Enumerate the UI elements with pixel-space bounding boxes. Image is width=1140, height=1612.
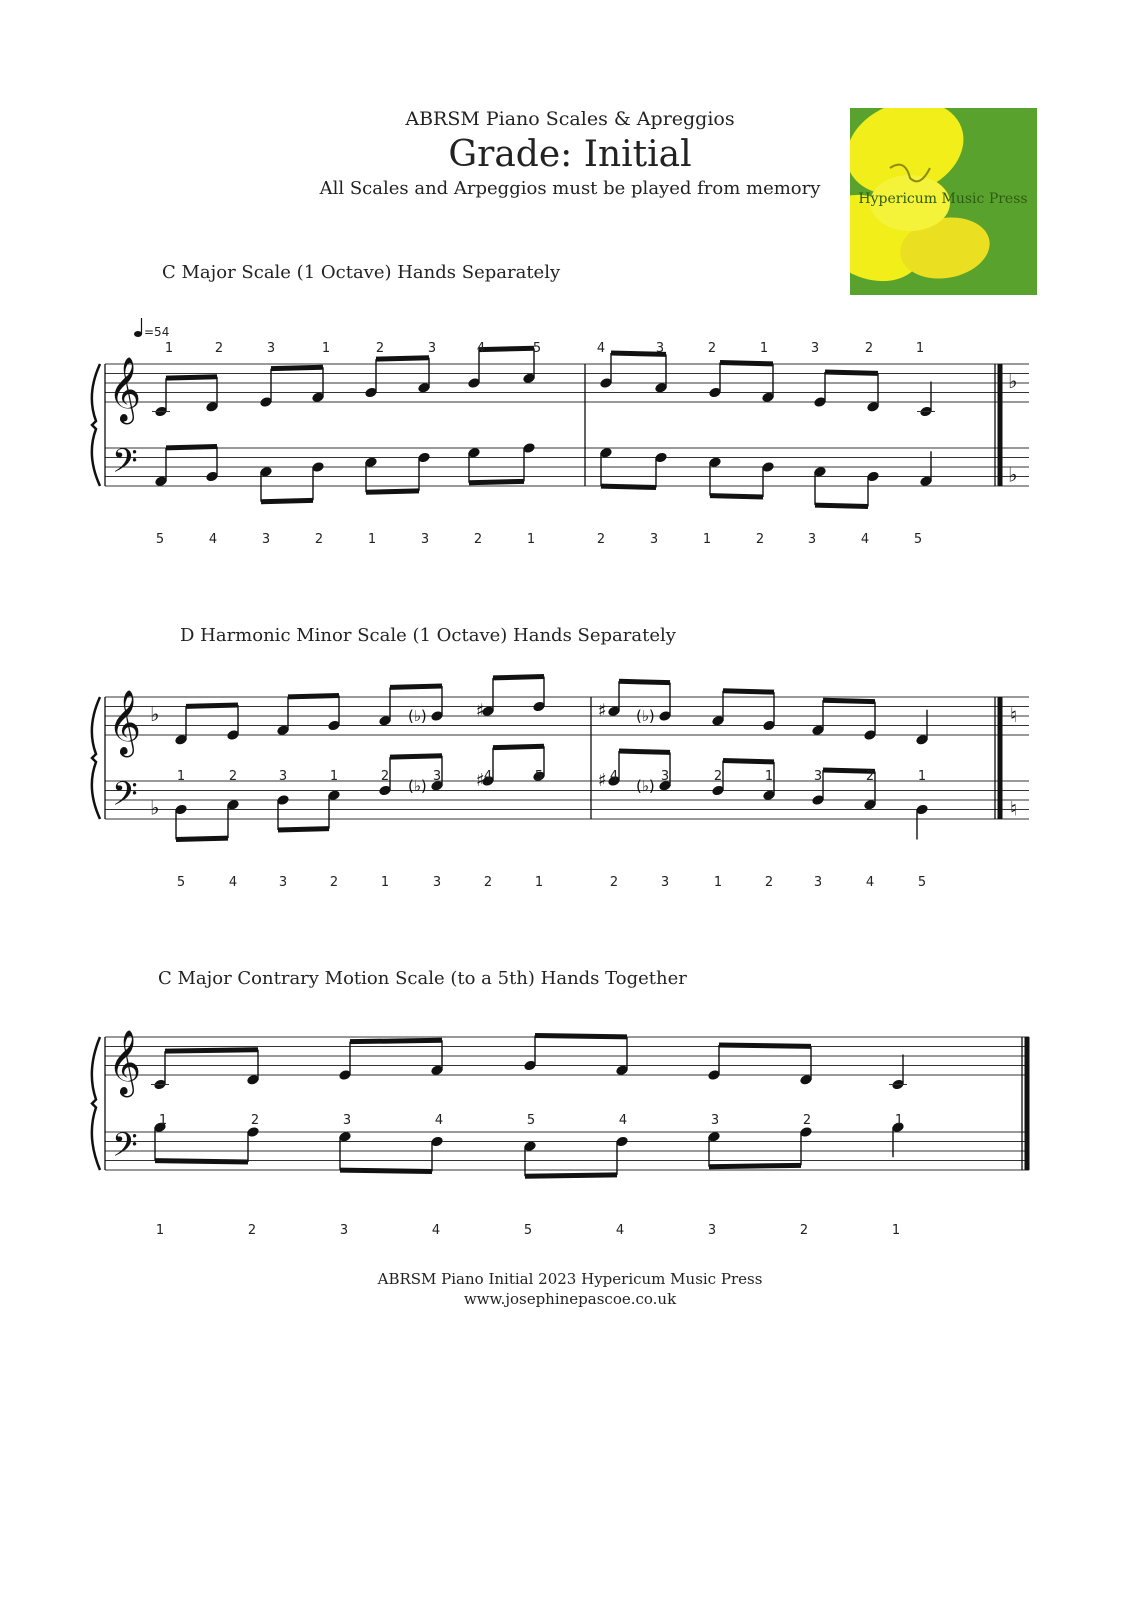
lh-fingering: 1 (702, 532, 712, 547)
rh-fingering: 1 (915, 341, 925, 356)
note-beam (278, 829, 329, 830)
logo-text: Hypericum Music Press (858, 191, 1028, 207)
note-beam (166, 447, 217, 448)
lh-fingering: 5 (523, 1223, 533, 1238)
rh-fingering: 3 (342, 1113, 352, 1128)
note-beam (535, 1036, 627, 1037)
lh-fingering: 1 (713, 875, 723, 890)
note-beam (366, 491, 419, 492)
rh-fingering: 1 (164, 341, 174, 356)
rh-fingering: 4 (476, 341, 486, 356)
lh-fingering: 3 (649, 532, 659, 547)
treble-clef: 𝄞 (108, 1030, 142, 1095)
rh-fingering: 3 (813, 769, 823, 784)
brace (92, 697, 100, 819)
lh-fingering: 2 (799, 1223, 809, 1238)
key-flat: ♭ (150, 795, 160, 820)
note-beam (376, 358, 429, 359)
note-beam (723, 761, 774, 762)
courtesy-flat: (♭) (636, 776, 655, 795)
rh-fingering: 2 (707, 341, 717, 356)
note-beam (479, 348, 534, 349)
lh-fingering: 4 (228, 875, 238, 890)
page-subtitle: ABRSM Piano Scales & Apreggios (405, 108, 735, 130)
sharp-sign: ♯ (598, 770, 607, 791)
rh-fingering: 2 (250, 1113, 260, 1128)
note-beam (390, 686, 442, 687)
rh-fingering: 3 (427, 341, 437, 356)
note-beam (340, 1170, 432, 1171)
note-beam (493, 677, 544, 678)
lh-fingering: 5 (913, 532, 923, 547)
section-heading-d-minor: D Harmonic Minor Scale (1 Octave) Hands Separately (180, 625, 676, 646)
lh-fingering: 5 (176, 875, 186, 890)
rh-fingering: 3 (655, 341, 665, 356)
note-beam (165, 1050, 258, 1051)
lh-fingering: 1 (891, 1223, 901, 1238)
page-title: Grade: Initial (448, 134, 692, 175)
note-beam (720, 363, 773, 364)
rh-fingering: 3 (710, 1113, 720, 1128)
key-natural: ♮ (1010, 703, 1018, 727)
treble-clef: 𝄞 (108, 357, 142, 422)
note-beam (261, 500, 313, 501)
rh-fingering: 4 (483, 769, 493, 784)
rh-fingering: 4 (609, 769, 619, 784)
note-beam (469, 481, 524, 482)
key-flat: ♭ (1008, 462, 1018, 487)
key-natural: ♮ (1010, 796, 1018, 821)
rh-fingering: 1 (764, 769, 774, 784)
rh-fingering: 2 (713, 769, 723, 784)
rh-fingering: 1 (176, 769, 186, 784)
sharp-sign: ♯ (476, 700, 485, 722)
rh-fingering: 4 (596, 341, 606, 356)
lh-fingering: 2 (764, 875, 774, 890)
rh-fingering: 5 (534, 769, 544, 784)
lh-fingering: 3 (432, 875, 442, 890)
courtesy-flat: (♭) (408, 776, 427, 795)
note-beam (619, 751, 670, 752)
key-flat: ♭ (1008, 369, 1018, 393)
lh-fingering: 1 (526, 532, 536, 547)
rh-fingering: 1 (158, 1113, 168, 1128)
rh-fingering: 3 (432, 769, 442, 784)
note-beam (709, 1165, 801, 1166)
bass-clef: 𝄢 (112, 775, 138, 822)
lh-fingering: 2 (314, 532, 324, 547)
note-beam (823, 700, 875, 701)
rh-fingering: 3 (660, 769, 670, 784)
lh-fingering: 2 (329, 875, 339, 890)
note-beam (710, 496, 763, 497)
lh-fingering: 4 (860, 532, 870, 547)
note-beam (390, 756, 442, 757)
lh-fingering: 2 (609, 875, 619, 890)
section-heading-c-major: C Major Scale (1 Octave) Hands Separately (162, 262, 561, 283)
rh-fingering: 2 (214, 341, 224, 356)
lh-fingering: 1 (380, 875, 390, 890)
courtesy-flat: (♭) (408, 707, 427, 725)
footer-url: www.josephinepascoe.co.uk (463, 1290, 677, 1308)
rh-fingering: 1 (894, 1113, 904, 1128)
note-beam (350, 1040, 442, 1041)
note-beam (815, 505, 868, 506)
rh-fingering: 3 (266, 341, 276, 356)
lh-fingering: 5 (917, 875, 927, 890)
bass-clef: 𝄢 (112, 1126, 138, 1173)
lh-fingering: 3 (261, 532, 271, 547)
note-beam (176, 838, 228, 839)
section-heading-contrary: C Major Contrary Motion Scale (to a 5th) Hands Together (158, 968, 687, 989)
rh-fingering: 2 (864, 341, 874, 356)
bass-clef: 𝄢 (112, 442, 138, 489)
lh-fingering: 2 (755, 532, 765, 547)
lh-fingering: 5 (155, 532, 165, 547)
rh-fingering: 2 (865, 769, 875, 784)
note-beam (155, 1161, 248, 1162)
instruction-text: All Scales and Arpeggios must be played from memory (319, 178, 821, 199)
courtesy-flat: (♭) (636, 707, 655, 725)
note-beam (288, 696, 339, 697)
note-beam (166, 377, 217, 378)
sharp-sign: ♯ (476, 770, 485, 791)
note-beam (825, 372, 878, 373)
footer-line-1: ABRSM Piano Initial 2023 Hypericum Music Press (377, 1270, 763, 1288)
lh-fingering: 2 (247, 1223, 257, 1238)
tempo-note (134, 331, 142, 337)
lh-fingering: 2 (483, 875, 493, 890)
note-beam (525, 1175, 617, 1176)
lh-fingering: 4 (865, 875, 875, 890)
lh-fingering: 3 (707, 1223, 717, 1238)
note-beam (186, 705, 238, 706)
rh-fingering: 3 (810, 341, 820, 356)
rh-fingering: 4 (618, 1113, 628, 1128)
lh-fingering: 4 (208, 532, 218, 547)
rh-fingering: 5 (532, 341, 542, 356)
lh-fingering: 3 (813, 875, 823, 890)
lh-fingering: 3 (807, 532, 817, 547)
note-beam (493, 746, 544, 747)
key-flat: ♭ (150, 702, 160, 726)
rh-fingering: 2 (802, 1113, 812, 1128)
lh-fingering: 3 (339, 1223, 349, 1238)
rh-fingering: 1 (321, 341, 331, 356)
note-beam (723, 691, 774, 692)
note-beam (271, 367, 323, 368)
note-beam (719, 1045, 811, 1046)
rh-fingering: 1 (917, 769, 927, 784)
rh-fingering: 2 (375, 341, 385, 356)
note-beam (619, 681, 670, 682)
rh-fingering: 3 (278, 769, 288, 784)
lh-fingering: 3 (278, 875, 288, 890)
rh-fingering: 5 (526, 1113, 536, 1128)
treble-clef: 𝄞 (108, 690, 142, 755)
lh-fingering: 1 (367, 532, 377, 547)
brace (92, 364, 100, 486)
lh-fingering: 2 (473, 532, 483, 547)
rh-fingering: 1 (329, 769, 339, 784)
lh-fingering: 1 (155, 1223, 165, 1238)
lh-fingering: 3 (660, 875, 670, 890)
lh-fingering: 4 (615, 1223, 625, 1238)
rh-fingering: 2 (228, 769, 238, 784)
note-beam (601, 486, 656, 487)
tempo-marking: =54 (144, 325, 170, 339)
lh-fingering: 2 (596, 532, 606, 547)
brace (92, 1037, 100, 1170)
lh-fingering: 3 (420, 532, 430, 547)
rh-fingering: 4 (434, 1113, 444, 1128)
lh-fingering: 4 (431, 1223, 441, 1238)
rh-fingering: 1 (759, 341, 769, 356)
lh-fingering: 1 (534, 875, 544, 890)
rh-fingering: 2 (380, 769, 390, 784)
sharp-sign: ♯ (598, 700, 607, 722)
